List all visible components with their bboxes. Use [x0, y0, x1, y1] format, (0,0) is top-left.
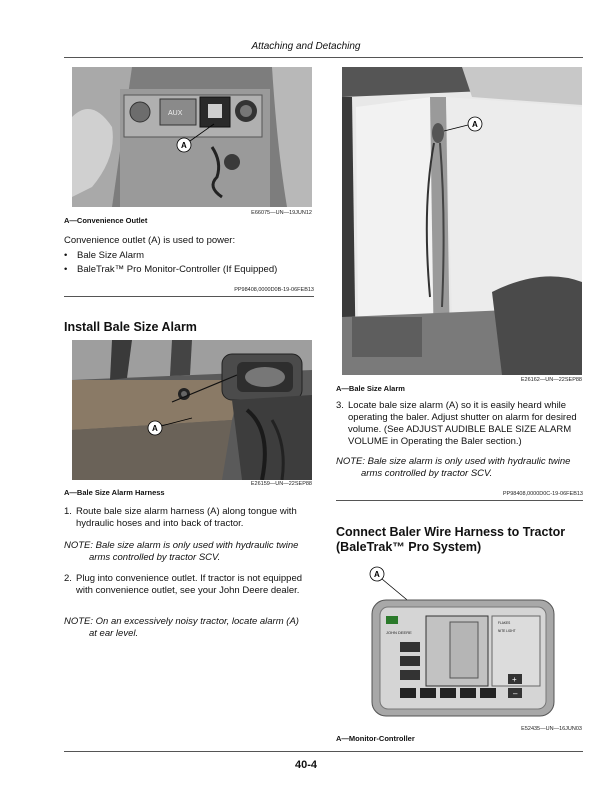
- figure1-caption: A—Convenience Outlet: [64, 216, 148, 225]
- bale-size-alarm-photo: [342, 67, 582, 375]
- page-number: 40-4: [294, 759, 318, 771]
- figure4-code: E52435—UN—16JUN03: [521, 726, 582, 732]
- figure4-callout: A: [374, 570, 380, 579]
- monitor-key: [420, 688, 436, 698]
- monitor-key: [440, 688, 456, 698]
- running-header: Attaching and Detaching: [251, 41, 361, 52]
- monitor-key: [400, 670, 420, 680]
- figure3-callout: A: [472, 120, 478, 129]
- section-rule: [64, 296, 314, 297]
- monitor-controller-illustration: [342, 564, 582, 724]
- monitor-key: [400, 642, 420, 652]
- step-3: 3. Locate bale size alarm (A) so it is easily heard while operating the baler. Adjust shutter on alarm for desired volume. (See ADJUST AUDIBLE BALE SIZE ALARM VOLUME in Operating the Baler section.): [336, 400, 577, 447]
- step-2: 2. Plug into convenience outlet. If tractor is not equipped with convenience outlet, see your John Deere dealer.: [64, 573, 303, 596]
- convenience-outlet-photo: [72, 67, 312, 207]
- figure2-caption: A—Bale Size Alarm Harness: [64, 488, 165, 497]
- right-label: NITE LIGHT: [498, 629, 516, 633]
- note-2: NOTE: On an excessively noisy tractor, locate alarm (A) at ear level.: [64, 616, 299, 639]
- header-rule: [64, 57, 583, 58]
- list-item: • Bale Size Alarm: [64, 250, 145, 261]
- figure2-code: E26159—UN—22SEP88: [250, 481, 312, 487]
- alarm-harness-photo: [72, 340, 312, 480]
- monitor-key: [460, 688, 476, 698]
- power-list: [64, 250, 316, 276]
- brand-label: JOHN DEERE: [386, 630, 412, 635]
- svg-text:–: –: [513, 689, 518, 698]
- figure1-code: E66075—UN—19JUN12: [251, 210, 312, 216]
- ref-code-1: PP98408,0000D0B-19-06FEB13: [234, 287, 314, 293]
- ref-code-2: PP98408,0000D0C-19-06FEB13: [502, 491, 583, 497]
- outlet-intro: Convenience outlet (A) is used to power:: [64, 235, 236, 246]
- monitor-key: [400, 688, 416, 698]
- right-label: FLAKES: [498, 621, 511, 625]
- list-item: • BaleTrak™ Pro Monitor-Controller (If Equipped): [64, 264, 278, 275]
- figure1-callout: A: [181, 141, 187, 150]
- note-3: NOTE: Bale size alarm is only used with hydraulic twine arms controlled by tractor SCV.: [336, 456, 571, 479]
- figure3-code: E26162—UN—22SEP88: [520, 377, 582, 383]
- svg-text:+: +: [512, 675, 517, 684]
- footer-rule: [64, 751, 583, 752]
- monitor-key: [400, 656, 420, 666]
- note-1: NOTE: Bale size alarm is only used with hydraulic twine arms controlled by tractor SCV.: [64, 540, 299, 563]
- figure4-caption: A—Monitor-Controller: [336, 734, 415, 743]
- step-1: 1. Route bale size alarm harness (A) along tongue with hydraulic hoses and into back of tractor.: [64, 506, 297, 529]
- section-title-install-alarm: Install Bale Size Alarm: [64, 320, 197, 334]
- section-rule-2: [336, 500, 583, 501]
- figure2-callout: A: [152, 424, 158, 433]
- section-title-connect-harness: Connect Baler Wire Harness to Tractor (BaleTrak™ Pro System): [336, 525, 566, 554]
- monitor-key: [480, 688, 496, 698]
- figure3-caption: A—Bale Size Alarm: [336, 384, 405, 393]
- aux-label: AUX: [168, 110, 183, 117]
